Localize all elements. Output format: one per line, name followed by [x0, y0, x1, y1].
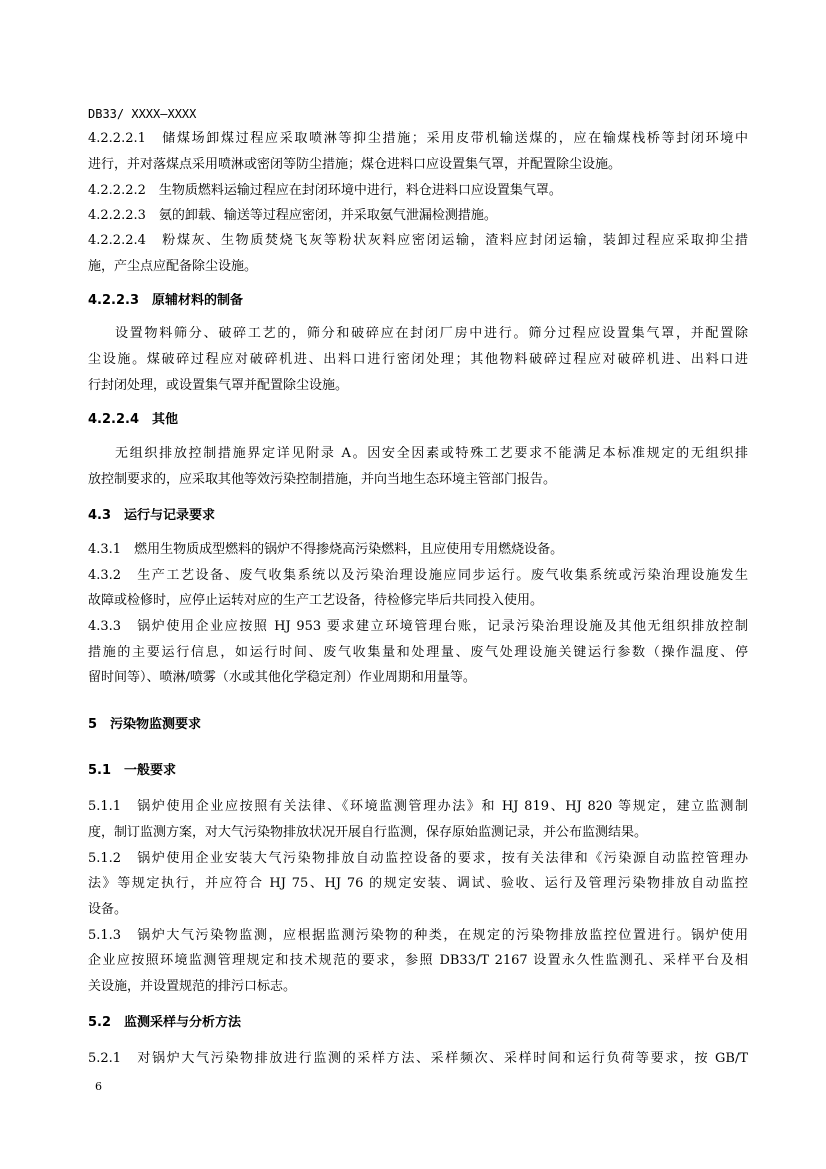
clause-4-2-2-2-1: 4.2.2.2.1 储煤场卸煤过程应采取喷淋等抑尘措施；采用皮带机输送煤的，应在输煤栈桥等封闭环境中 — [88, 131, 748, 146]
clause-text-line: 企业应按照环境监测管理规定和技术规范的要求，参照 DB33/T 2167 设置永久性监测孔、采样平台及相 — [88, 953, 748, 968]
paragraph-line: 尘设施。煤破碎过程应对破碎机进、出料口进行密闭处理；其他物料破碎过程应对破碎机进、出料口进 — [88, 352, 748, 367]
section-heading-5: 5 污染物监测要求 — [88, 717, 202, 732]
paragraph-line: 设置物料筛分、破碎工艺的，筛分和破碎应在封闭厂房中进行。筛分过程应设置集气罩，并配置除 — [115, 326, 748, 341]
clause-text-line: 设备。 — [88, 902, 128, 917]
clause-5-1-1: 5.1.1 锅炉使用企业应按照有关法律、《环境监测管理办法》和 HJ 819、HJ 820 等规定，建立监测制 — [88, 799, 748, 814]
paragraph-line: 放控制要求的，应采取其他等效污染控制措施，并向当地生态环境主管部门报告。 — [88, 472, 557, 487]
clause-4-2-2-2-2: 4.2.2.2.2 生物质燃料运输过程应在封闭环境中进行，料仓进料口应设置集气罩。 — [88, 183, 562, 198]
clause-text-line: 措施的主要运行信息，如运行时间、废气收集量和处理量、废气处理设施关键运行参数（操作温度、停 — [88, 645, 748, 660]
paragraph-line: 行封闭处理，或设置集气罩并配置除尘设施。 — [88, 378, 349, 393]
clause-4-2-2-2-4: 4.2.2.2.4 粉煤灰、生物质焚烧飞灰等粉状灰料应密闭运输，渣料应封闭运输，装卸过程应采取抑尘措 — [88, 233, 748, 248]
clause-text-line: 度，制订监测方案，对大气污染物排放状况开展自行监测，保存原始监测记录，并公布监测结果。 — [88, 825, 648, 840]
clause-text-line: 关设施，并设置规范的排污口标志。 — [88, 979, 297, 994]
page-number: 6 — [95, 1080, 102, 1093]
document-code-header: DB33/ XXXX—XXXX — [88, 107, 197, 121]
section-heading-5-1: 5.1 一般要求 — [88, 763, 177, 778]
clause-4-3-1: 4.3.1 燃用生物质成型燃料的锅炉不得掺烧高污染燃料，且应使用专用燃烧设备。 — [88, 542, 564, 557]
clause-text-line: 施，产尘点应配备除尘设施。 — [88, 259, 258, 274]
clause-text-line: 故障或检修时，应停止运转对应的生产工艺设备，待检修完毕后共同投入使用。 — [88, 593, 544, 608]
section-heading-4-3: 4.3 运行与记录要求 — [88, 508, 216, 523]
clause-4-3-3: 4.3.3 锅炉使用企业应按照 HJ 953 要求建立环境管理台账，记录污染治理设施及其他无组织排放控制 — [88, 619, 748, 634]
paragraph-line: 无组织排放控制措施界定详见附录 A。因安全因素或特殊工艺要求不能满足本标准规定的无组织排 — [115, 446, 748, 461]
clause-text-line: 进行，并对落煤点采用喷淋或密闭等防尘措施；煤仓进料口应设置集气罩，并配置除尘设施。 — [88, 157, 622, 172]
section-heading-5-2: 5.2 监测采样与分析方法 — [88, 1015, 242, 1030]
clause-text-line: 留时间等）、喷淋/喷雾（水或其他化学稳定剂）作业周期和用量等。 — [88, 670, 476, 685]
clause-text-line: 法》等规定执行，并应符合 HJ 75、HJ 76 的规定安装、调试、验收、运行及管理污染物排放自动监控 — [88, 876, 748, 891]
section-heading-4-2-2-3: 4.2.2.3 原辅材料的制备 — [88, 293, 243, 308]
clause-5-2-1: 5.2.1 对锅炉大气污染物排放进行监测的采样方法、采样频次、采样时间和运行负荷等要求，按 GB/T — [88, 1051, 748, 1066]
clause-4-3-2: 4.3.2 生产工艺设备、废气收集系统以及污染治理设施应同步运行。废气收集系统或污染治理设施发生 — [88, 568, 748, 583]
clause-5-1-3: 5.1.3 锅炉大气污染物监测，应根据监测污染物的种类，在规定的污染物排放监控位置进行。锅炉使用 — [88, 928, 748, 943]
clause-5-1-2: 5.1.2 锅炉使用企业安装大气污染物排放自动监控设备的要求，按有关法律和《污染源自动监控管理办 — [88, 851, 748, 866]
clause-4-2-2-2-3: 4.2.2.2.3 氨的卸载、输送等过程应密闭，并采取氨气泄漏检测措施。 — [88, 208, 497, 223]
section-heading-4-2-2-4: 4.2.2.4 其他 — [88, 412, 178, 427]
